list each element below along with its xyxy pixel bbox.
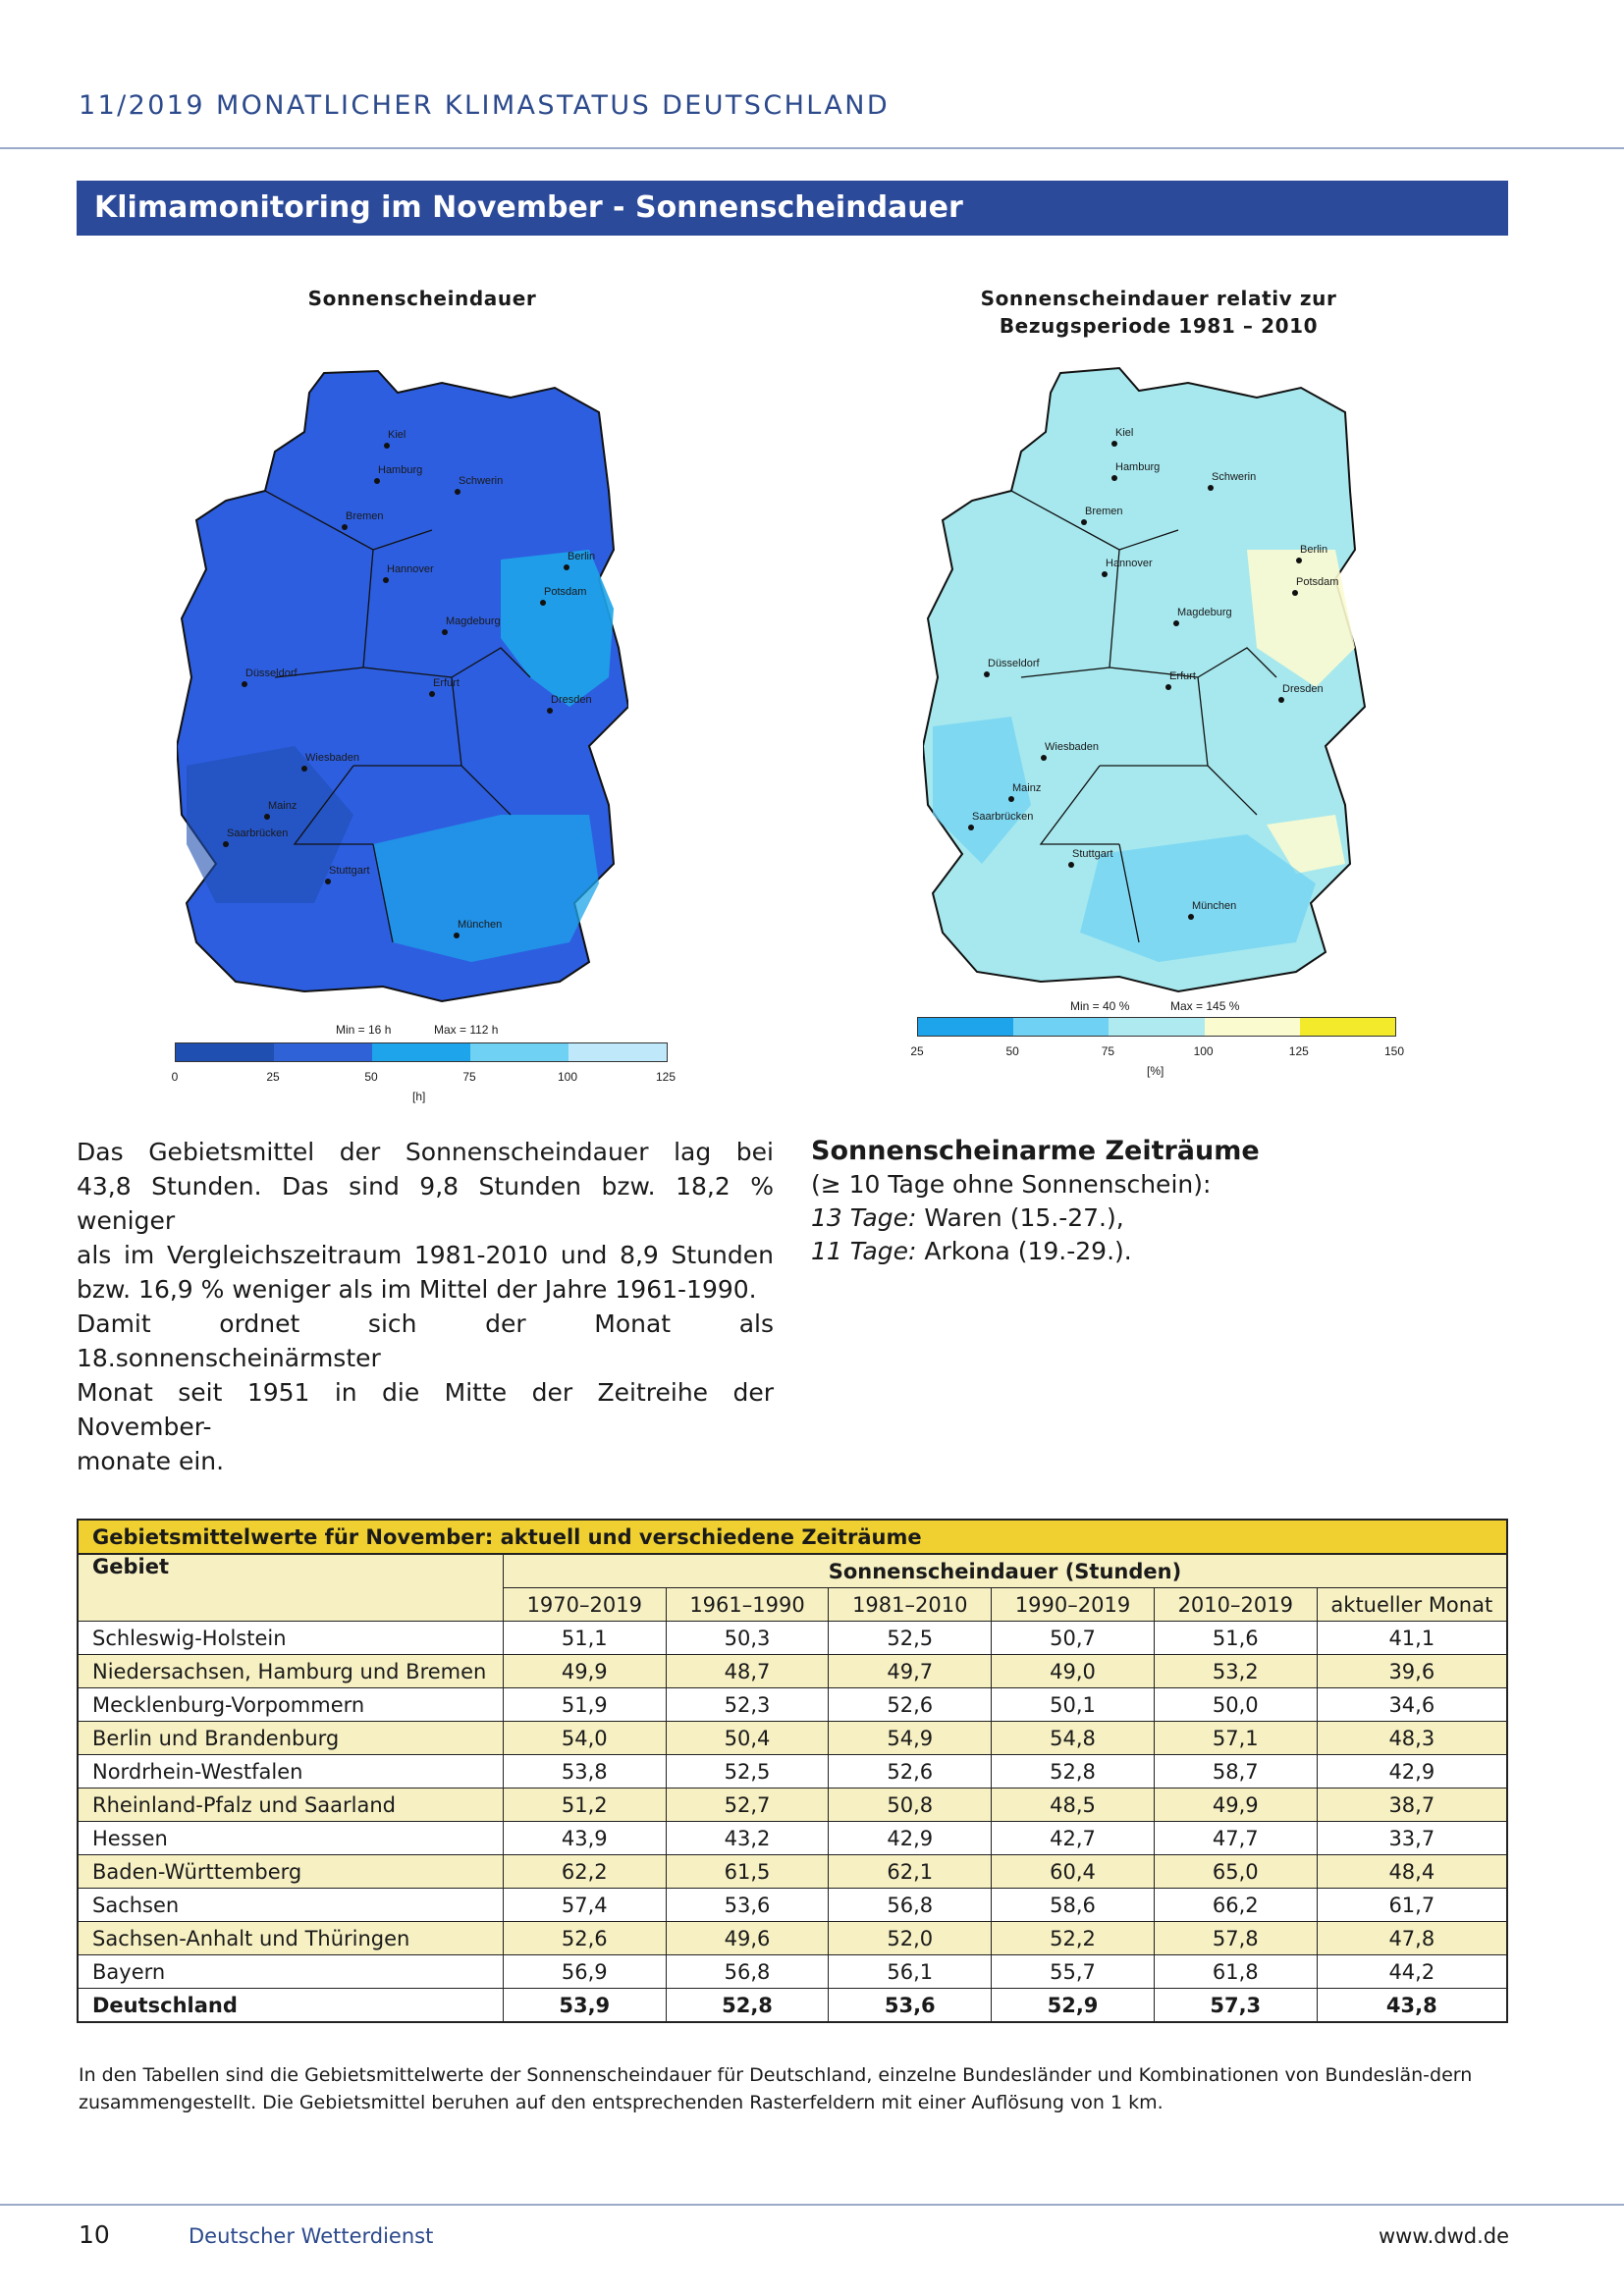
map-right-city-label: Bremen [1085, 506, 1123, 517]
table-value-cell: 62,1 [829, 1855, 992, 1889]
sunless-place: Waren (15.-27.), [916, 1203, 1124, 1232]
map-right-city-label: Potsdam [1296, 576, 1339, 588]
summary-line: Monat seit 1951 in die Mitte der Zeitreihe der November- [77, 1378, 774, 1441]
table-value-cell: 53,6 [829, 1989, 992, 2023]
summary-line: bzw. 16,9 % weniger als im Mittel der Jahre 1961-1990. [77, 1275, 757, 1304]
table-value-cell: 52,3 [666, 1688, 829, 1722]
table-value-cell: 55,7 [992, 1955, 1155, 1989]
map-right-city-label: Schwerin [1212, 471, 1257, 483]
map-left-title: Sonnenscheindauer [307, 287, 537, 310]
sunless-days: 11 Tage: [811, 1237, 917, 1265]
map-left-city-label: Schwerin [459, 475, 504, 487]
table-value-cell: 52,0 [829, 1922, 992, 1955]
table-value-cell: 42,7 [992, 1822, 1155, 1855]
map-right-city-dot [1173, 620, 1179, 626]
map-right-city-dot [1081, 519, 1087, 525]
table-region-name: Baden-Württemberg [78, 1855, 503, 1889]
table-value-cell: 54,8 [992, 1722, 1155, 1755]
map-right-city-dot [984, 671, 990, 677]
table-value-cell: 61,8 [1154, 1955, 1317, 1989]
legend-right-tick: 125 [1288, 1044, 1309, 1058]
map-left-city-dot [429, 691, 435, 697]
table-value-cell: 49,7 [829, 1655, 992, 1688]
table-row [78, 1955, 1507, 1989]
table-region-name: Bayern [78, 1955, 503, 1989]
map-right-city-dot [1208, 485, 1214, 491]
header-divider [0, 147, 1624, 149]
map-left-city-dot [454, 933, 460, 938]
table-region-name: Niedersachsen, Hamburg und Bremen [78, 1655, 503, 1688]
map-left-city-dot [547, 708, 553, 714]
table-value-cell: 48,3 [1317, 1722, 1507, 1755]
map-right-city-label: Erfurt [1169, 670, 1196, 682]
table-value-cell: 49,0 [992, 1655, 1155, 1688]
map-right-city-label: Stuttgart [1072, 848, 1113, 860]
table-footnote: In den Tabellen sind die Gebietsmittelwerte der Sonnenscheindauer für Deutschland, einzelne Bundesländer und Kombinationen von Bundeslän-dern zusammengestellt. Die Gebietsmittel beruhen auf den entsprechenden Rasterfeldern mit einer Auflösung von 1 km. [79, 2064, 1473, 2113]
table-value-cell: 52,2 [992, 1922, 1155, 1955]
table-value-cell: 52,8 [666, 1989, 829, 2023]
map-left-city-label: Magdeburg [446, 615, 501, 627]
table-region-name: Schleswig-Holstein [78, 1622, 503, 1655]
footer-organization: Deutscher Wetterdienst [189, 2224, 434, 2248]
legend-left-max: Max = 112 h [434, 1023, 499, 1037]
table-value-cell: 53,2 [1154, 1655, 1317, 1688]
table-value-cell: 52,6 [829, 1755, 992, 1789]
map-right-city-label: München [1192, 900, 1237, 912]
map-right-city-dot [1102, 571, 1108, 577]
table-period-header: aktueller Monat [1317, 1588, 1507, 1622]
table-row [78, 1755, 1507, 1789]
table-row [78, 1822, 1507, 1855]
map-left-city-label: Wiesbaden [305, 752, 360, 764]
table-row [78, 1688, 1507, 1722]
table-region-name: Mecklenburg-Vorpommern [78, 1688, 503, 1722]
table-region-name: Rheinland-Pfalz und Saarland [78, 1789, 503, 1822]
summary-line: Das Gebietsmittel der Sonnenscheindauer lag bei [77, 1138, 774, 1166]
map-left-city-dot [540, 600, 546, 606]
table-value-cell: 66,2 [1154, 1889, 1317, 1922]
table-value-cell: 44,2 [1317, 1955, 1507, 1989]
summary-paragraph [77, 1135, 774, 1478]
table-value-cell: 52,5 [666, 1755, 829, 1789]
table-value-cell: 49,6 [666, 1922, 829, 1955]
table-value-cell: 48,5 [992, 1789, 1155, 1822]
table-value-cell: 38,7 [1317, 1789, 1507, 1822]
table-value-cell: 51,6 [1154, 1622, 1317, 1655]
table-value-cell: 52,6 [503, 1922, 666, 1955]
map-right-city-dot [1296, 558, 1302, 563]
table-value-cell: 56,9 [503, 1955, 666, 1989]
map-left-city-label: Berlin [568, 551, 596, 562]
area-mean-table [77, 1519, 1508, 2023]
legend-left-swatch [176, 1043, 274, 1061]
table-value-cell: 58,7 [1154, 1755, 1317, 1789]
table-value-cell: 50,0 [1154, 1688, 1317, 1722]
map-right-city-label: Wiesbaden [1045, 741, 1100, 753]
map-right-city-label: Hannover [1106, 558, 1153, 569]
map-left-light-south [373, 815, 599, 962]
table-value-cell: 61,7 [1317, 1889, 1507, 1922]
sunless-entry-1 [811, 1201, 1439, 1235]
section-title-bar [77, 181, 1508, 236]
page-number: 10 [79, 2220, 110, 2249]
summary-line: monate ein. [77, 1447, 225, 1475]
footer-website[interactable]: www.dwd.de [1379, 2224, 1510, 2248]
table-region-name: Berlin und Brandenburg [78, 1722, 503, 1755]
table-value-cell: 53,8 [503, 1755, 666, 1789]
legend-right-swatch [918, 1018, 1013, 1036]
map-right-title [943, 285, 1375, 340]
table-value-cell: 42,9 [829, 1822, 992, 1855]
map-right-city-dot [1292, 590, 1298, 596]
table-value-cell: 51,1 [503, 1622, 666, 1655]
summary-line: als im Vergleichszeitraum 1981-2010 und 8,9 Stunden [77, 1241, 774, 1269]
map-left-city-dot [342, 524, 348, 530]
map-right-city-dot [1188, 914, 1194, 920]
summary-line: Damit ordnet sich der Monat als 18.sonnenscheinärmster [77, 1309, 774, 1372]
legend-left-bar [175, 1042, 668, 1062]
legend-right-swatch [1013, 1018, 1109, 1036]
legend-left-swatch [568, 1043, 667, 1061]
map-left-germany [177, 353, 628, 1021]
map-right-city-label: Berlin [1300, 544, 1328, 556]
map-right-city-dot [1111, 475, 1117, 481]
table-value-cell: 52,5 [829, 1622, 992, 1655]
table-value-cell: 50,4 [666, 1722, 829, 1755]
table-region-name: Sachsen-Anhalt und Thüringen [78, 1922, 503, 1955]
table-value-cell: 62,2 [503, 1855, 666, 1889]
table-value-cell: 39,6 [1317, 1655, 1507, 1688]
table-value-cell: 53,9 [503, 1989, 666, 2023]
map-right-city-label: Mainz [1012, 782, 1042, 794]
table-value-cell: 56,8 [829, 1889, 992, 1922]
map-left-city-label: Hamburg [378, 464, 423, 476]
table-region-name: Nordrhein-Westfalen [78, 1755, 503, 1789]
map-right-city-dot [1278, 697, 1284, 703]
map-left-city-label: Saarbrücken [227, 828, 289, 839]
sunless-days: 13 Tage: [811, 1203, 917, 1232]
table-period-header: 1961–1990 [666, 1588, 829, 1622]
legend-right-tick: 50 [1005, 1044, 1019, 1058]
legend-left-swatch [470, 1043, 568, 1061]
legend-right-swatch [1109, 1018, 1204, 1036]
legend-right-unit: [%] [1147, 1064, 1164, 1078]
table-row [78, 1855, 1507, 1889]
table-value-cell: 52,6 [829, 1688, 992, 1722]
table-period-header: 1990–2019 [992, 1588, 1155, 1622]
map-right-city-dot [1068, 862, 1074, 868]
map-left-city-dot [384, 443, 390, 449]
map-left-city-label: Kiel [388, 429, 406, 441]
legend-right-bar [917, 1017, 1396, 1037]
map-left-city-dot [455, 489, 460, 495]
table-region-name: Deutschland [78, 1989, 503, 2023]
table-period-header: 2010–2019 [1154, 1588, 1317, 1622]
map-left-city-dot [223, 841, 229, 847]
map-right-city-label: Hamburg [1115, 461, 1161, 473]
table-value-cell: 41,1 [1317, 1622, 1507, 1655]
table-period-header: 1970–2019 [503, 1588, 666, 1622]
map-right-title-line1: Sonnenscheindauer relativ zur [980, 287, 1337, 310]
sunless-periods-block [811, 1135, 1439, 1268]
map-right-germany [923, 353, 1394, 1001]
table-value-cell: 34,6 [1317, 1688, 1507, 1722]
legend-left-swatch [372, 1043, 470, 1061]
map-right-title-line2: Bezugsperiode 1981 – 2010 [999, 314, 1319, 338]
table-row [78, 1789, 1507, 1822]
table-row [78, 1889, 1507, 1922]
publication-header: 11/2019 MONATLICHER KLIMASTATUS DEUTSCHLAND [79, 90, 891, 121]
table-period-header: 1981–2010 [829, 1588, 992, 1622]
map-right-city-dot [1165, 684, 1171, 690]
map-left-city-dot [301, 766, 307, 772]
map-left-city-dot [374, 478, 380, 484]
table-value-cell: 56,1 [829, 1955, 992, 1989]
table-row [78, 1722, 1507, 1755]
table-value-cell: 53,6 [666, 1889, 829, 1922]
map-left-city-label: Bremen [346, 510, 384, 522]
map-left-city-dot [325, 879, 331, 884]
table-value-cell: 57,3 [1154, 1989, 1317, 2023]
table-value-cell: 57,4 [503, 1889, 666, 1922]
table-value-cell: 43,8 [1317, 1989, 1507, 2023]
sunless-entry-2 [811, 1235, 1439, 1268]
legend-left-tick: 25 [266, 1070, 280, 1084]
map-left-city-dot [242, 681, 247, 687]
table-value-cell: 52,7 [666, 1789, 829, 1822]
legend-left-tick: 75 [462, 1070, 476, 1084]
legend-left-unit: [h] [412, 1090, 426, 1103]
summary-line: 43,8 Stunden. Das sind 9,8 Stunden bzw. 18,2 % weniger [77, 1172, 774, 1235]
table-col-group: Sonnenscheindauer (Stunden) [503, 1554, 1507, 1588]
legend-left-swatch [274, 1043, 372, 1061]
legend-left-min: Min = 16 h [336, 1023, 392, 1037]
legend-right-tick: 25 [910, 1044, 924, 1058]
table-value-cell: 51,2 [503, 1789, 666, 1822]
footer-divider [0, 2204, 1624, 2206]
map-right-city-dot [1041, 755, 1047, 761]
map-left-city-label: Stuttgart [329, 865, 370, 877]
map-right-city-dot [968, 825, 974, 830]
legend-right-tick: 75 [1101, 1044, 1115, 1058]
table-value-cell: 57,1 [1154, 1722, 1317, 1755]
map-right-city-label: Düsseldorf [988, 658, 1040, 669]
sunless-place: Arkona (19.-29.). [916, 1237, 1132, 1265]
table-value-cell: 43,2 [666, 1822, 829, 1855]
table-value-cell: 47,8 [1317, 1922, 1507, 1955]
map-left-city-label: Erfurt [433, 677, 460, 689]
legend-left-tick: 50 [364, 1070, 378, 1084]
table-value-cell: 48,7 [666, 1655, 829, 1688]
map-left-city-dot [383, 577, 389, 583]
table-value-cell: 49,9 [1154, 1789, 1317, 1822]
map-left-city-label: Düsseldorf [245, 667, 298, 679]
section-title: Klimamonitoring im November - Sonnenscheindauer [94, 190, 963, 225]
table-region-name: Hessen [78, 1822, 503, 1855]
table-value-cell: 33,7 [1317, 1822, 1507, 1855]
table-value-cell: 61,5 [666, 1855, 829, 1889]
map-right-city-label: Saarbrücken [972, 811, 1034, 823]
map-right-city-label: Kiel [1115, 427, 1134, 439]
table-value-cell: 56,8 [666, 1955, 829, 1989]
table-value-cell: 58,6 [992, 1889, 1155, 1922]
table-caption: Gebietsmittelwerte für November: aktuell und verschiedene Zeiträume [78, 1520, 1507, 1554]
map-left-city-label: Mainz [268, 800, 298, 812]
table-row [78, 1922, 1507, 1955]
table-value-cell: 42,9 [1317, 1755, 1507, 1789]
table-value-cell: 48,4 [1317, 1855, 1507, 1889]
legend-right-swatch [1205, 1018, 1300, 1036]
table-value-cell: 50,8 [829, 1789, 992, 1822]
map-left-city-label: Hannover [387, 563, 434, 575]
map-left-city-dot [264, 814, 270, 820]
map-left-city-label: Potsdam [544, 586, 587, 598]
map-left-city-dot [442, 629, 448, 635]
map-left-city-label: München [458, 919, 503, 931]
legend-right-tick: 150 [1383, 1044, 1405, 1058]
table-value-cell: 52,8 [992, 1755, 1155, 1789]
table-region-name: Sachsen [78, 1889, 503, 1922]
table-value-cell: 47,7 [1154, 1822, 1317, 1855]
table-col-region: Gebiet [78, 1554, 503, 1622]
table-value-cell: 43,9 [503, 1822, 666, 1855]
map-right-city-label: Dresden [1282, 683, 1324, 695]
table-value-cell: 60,4 [992, 1855, 1155, 1889]
table-value-cell: 54,0 [503, 1722, 666, 1755]
table-value-cell: 51,9 [503, 1688, 666, 1722]
legend-left-tick: 0 [171, 1070, 179, 1084]
sunless-heading: Sonnenscheinarme Zeiträume [811, 1136, 1260, 1166]
legend-right-swatch [1300, 1018, 1395, 1036]
table-row [78, 1655, 1507, 1688]
map-left-city-dot [564, 564, 569, 570]
table-value-cell: 52,9 [992, 1989, 1155, 2023]
legend-left-tick: 100 [557, 1070, 578, 1084]
map-right-city-label: Magdeburg [1177, 607, 1232, 618]
legend-right-min: Min = 40 % [1070, 999, 1130, 1013]
table-value-cell: 50,3 [666, 1622, 829, 1655]
table-value-cell: 49,9 [503, 1655, 666, 1688]
table-value-cell: 54,9 [829, 1722, 992, 1755]
table-value-cell: 50,1 [992, 1688, 1155, 1722]
table-row [78, 1989, 1507, 2023]
legend-left-tick: 125 [655, 1070, 677, 1084]
table-value-cell: 65,0 [1154, 1855, 1317, 1889]
legend-right-max: Max = 145 % [1170, 999, 1240, 1013]
table-row [78, 1622, 1507, 1655]
map-right-city-dot [1111, 441, 1117, 447]
sunless-subheading: (≥ 10 Tage ohne Sonnenschein): [811, 1170, 1212, 1199]
map-left-city-label: Dresden [551, 694, 592, 706]
map-right-city-dot [1008, 796, 1014, 802]
table-value-cell: 57,8 [1154, 1922, 1317, 1955]
table-value-cell: 50,7 [992, 1622, 1155, 1655]
legend-right-tick: 100 [1193, 1044, 1214, 1058]
